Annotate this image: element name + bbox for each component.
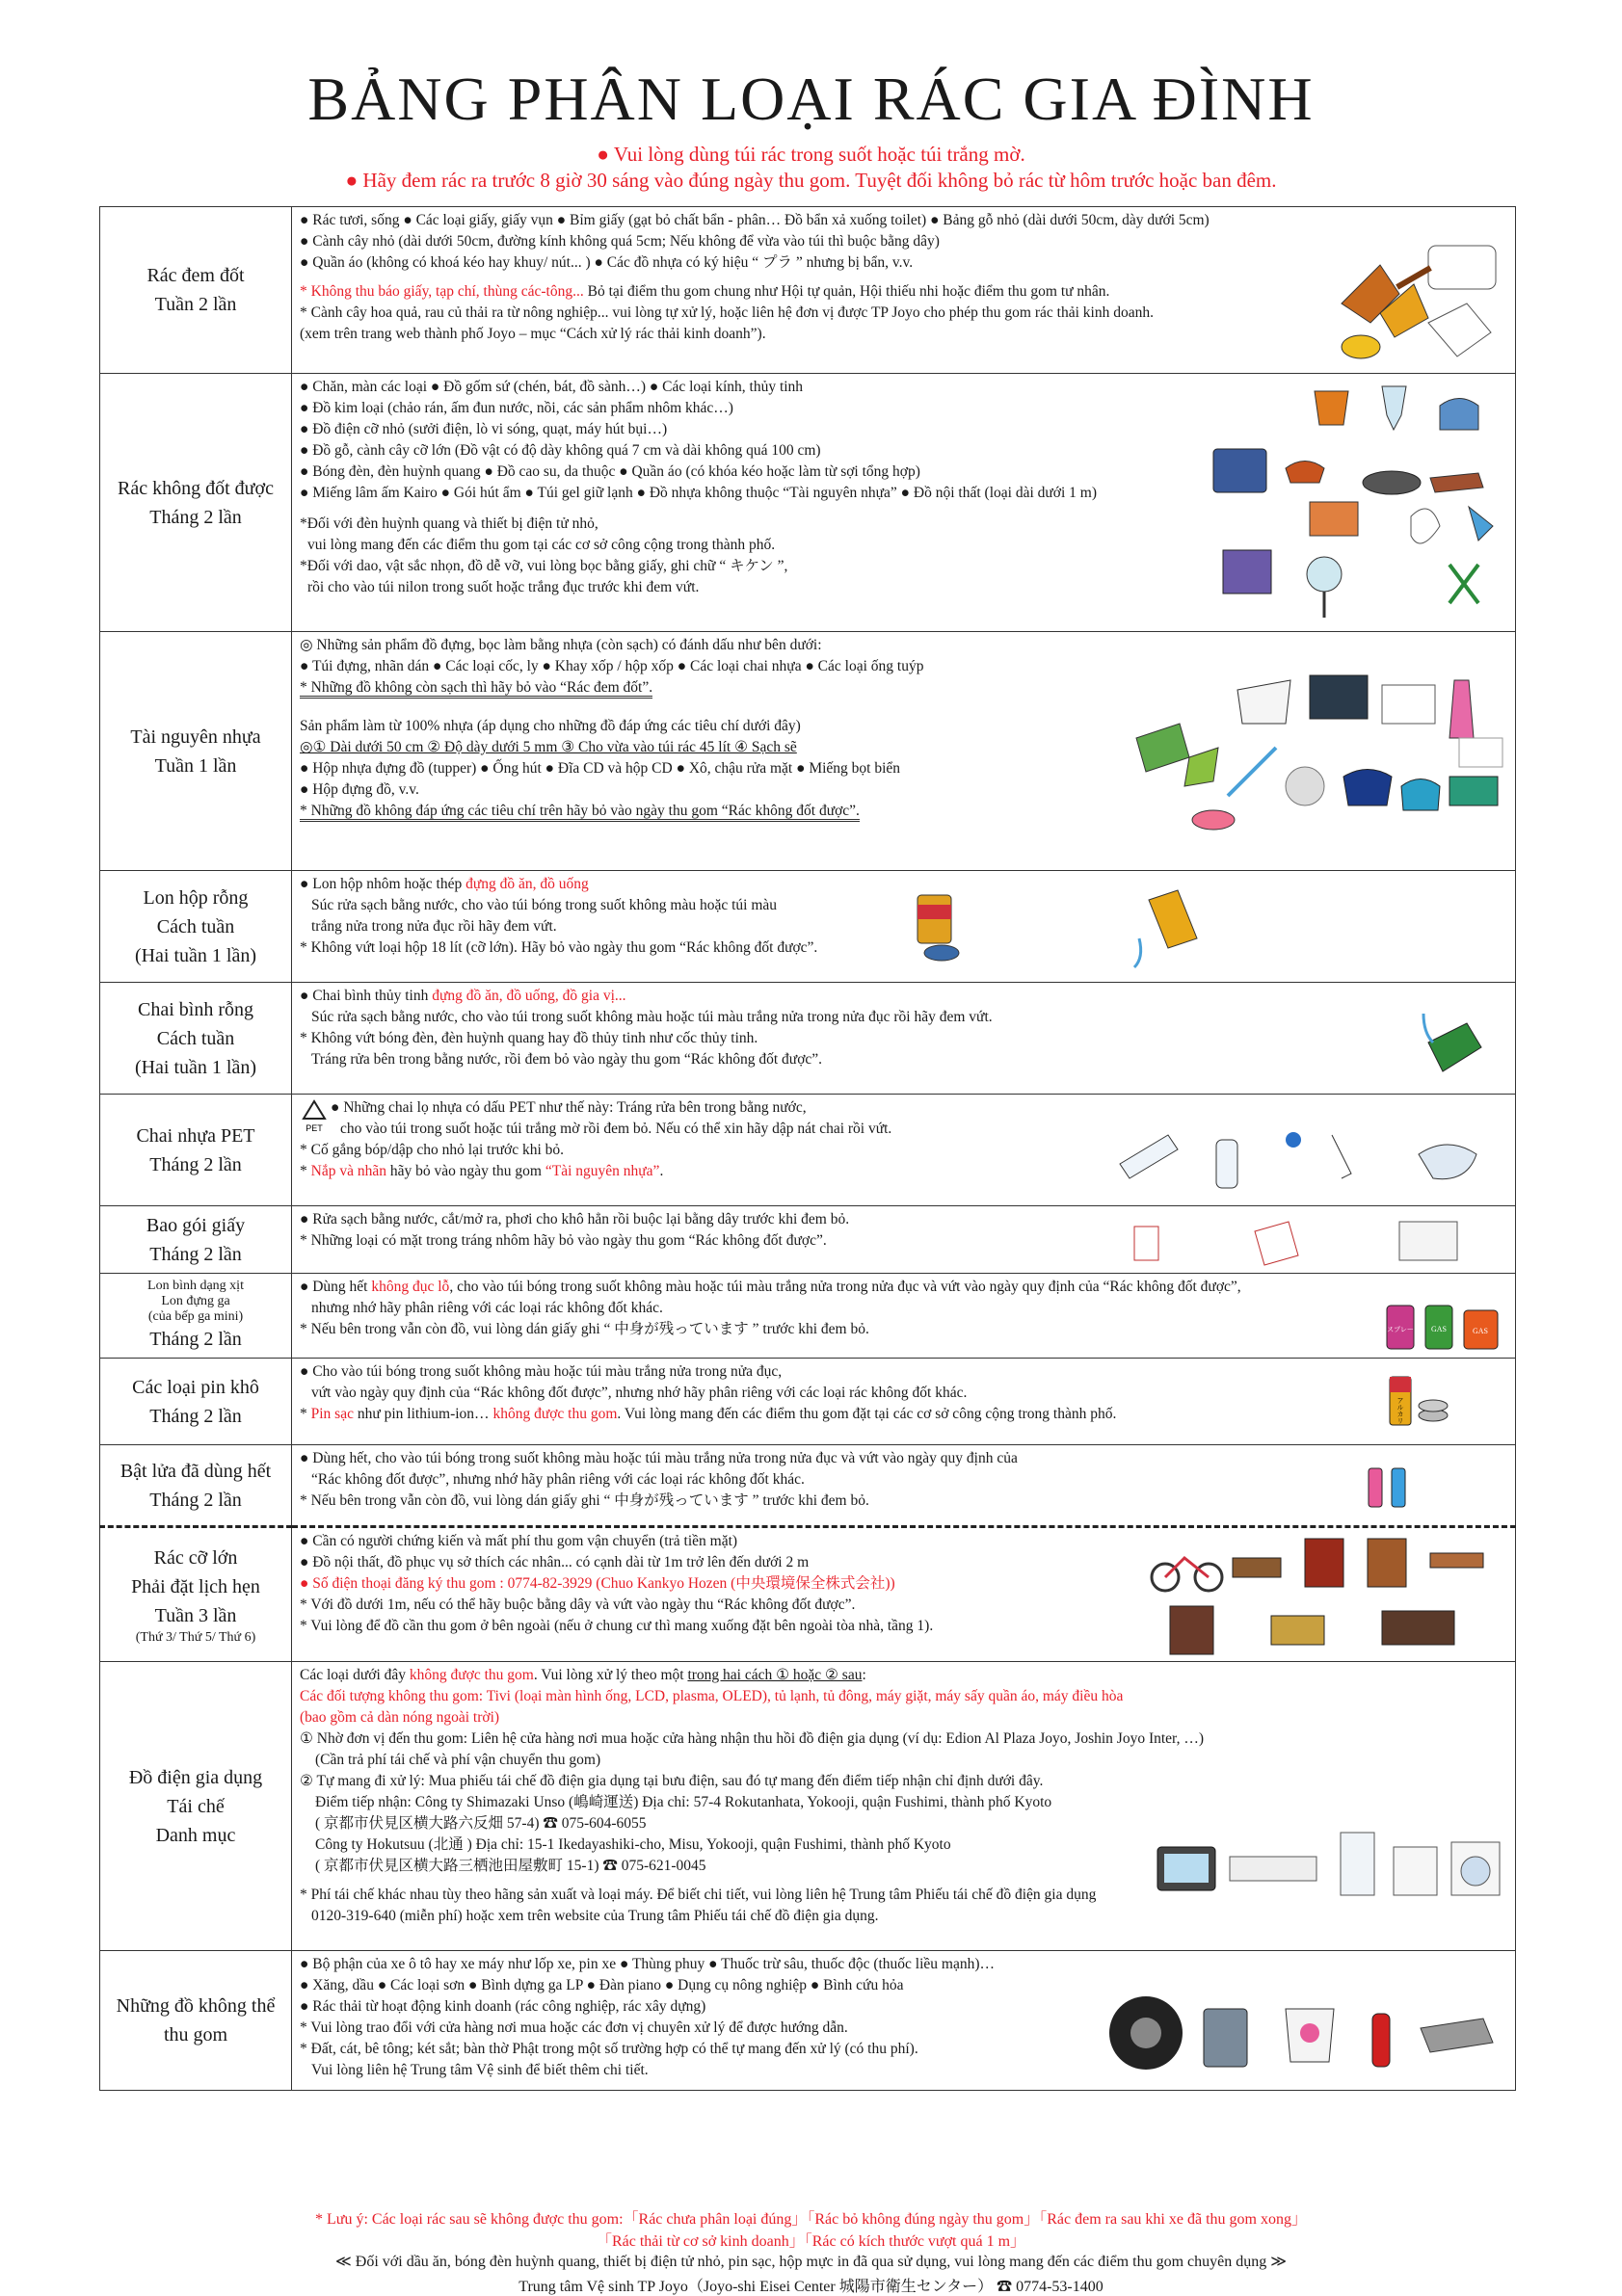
row-large (100, 1527, 1516, 1662)
subtitle-bag-rule: ● Vui lòng dùng túi rác trong suốt hoặc túi trắng mờ. (597, 143, 1025, 166)
row-uncollectable (100, 1951, 1516, 2091)
category-cell: Lon bình dạng xịt Lon đựng ga (của bếp ga mini) Tháng 2 lần (100, 1274, 292, 1359)
content-cell: Các loại dưới đây không được thu gom. Vui lòng xử lý theo một trong hai cách ① hoặc ② sau: Các đối tượng không thu gom: Tivi (loại màn hình ống, LCD, plasma, OLED), tủ lạnh, tủ đông, máy giặt, máy sấy quần áo, máy điều hòa (bao gồm cả dàn nóng ngoài trời) ① Nhờ đơn vị đến thu gom: Liên hệ cửa hàng nơi mua hoặc cửa hàng nhận thu hồi đồ điện gia dụng (ví dụ: Edion Al Plaza Joyo, Joshin Joyo Inter, …) (Cần trả phí tái chế và phí vận chuyển thu gom) ② Tự mang đi xử lý: Mua phiếu tái chế đồ điện gia dụng tại bưu điện, sau đó tự mang đến điểm tiếp nhận chỉ định dưới đây. Điểm tiếp nhận: Công ty Shimazaki Unso (嶋崎運送) Địa chỉ: 57-4 Rokutanhata, Yokooji, quận Fushimi, thành phố Kyoto ( 京都市伏見区横大路六反畑 57-4) ☎ 075-604-6055 Công ty Hokutsuu (北通 ) Địa chỉ: 15-1 Ikedayashiki-cho, Misu, Yokooji, quận Fushimi, thành phố Kyoto ( 京都市伏見区横大路三栖池田屋敷町 15-1) ☎ 075-621-0045 * Phí tái chế khác nhau tùy theo hãng sản xuất và loại máy. Để biết chi tiết, vui lòng liên hệ Trung tâm Phiếu tái chế đồ điện gia dụng 0120-319-640 (miễn phí) hoặc xem trên website của Trung tâm Phiếu tái chế đồ điện gia dụng. (292, 1662, 1516, 1951)
row-burnable (100, 207, 1516, 374)
content-cell: ● Rác tươi, sống ● Các loại giấy, giấy vụn ● Bỉm giấy (gạt bỏ chất bẩn - phân… Đồ bẩn xả xuống toilet) ● Bảng gỗ nhỏ (dài dưới 50cm, dày dưới 5cm) ● Cành cây nhỏ (dài dưới 50cm, đường kính không quá 5cm; Nếu không để vừa vào túi thì buộc bằng dây) ● Quần áo (không có khoá kéo hay khuy/ nút... ) ● Các đồ nhựa có ký hiệu “ プラ ” nhưng bị bẩn, v.v. * Không thu báo giấy, tạp chí, thùng các-tông... Bỏ tại điểm thu gom chung như Hội tự quản, Hội thiếu nhi hoặc điểm thu gom tư nhân. * Cành cây hoa quả, rau củ thải ra từ nông nghiệp... vui lòng tự xử lý, hoặc liên hệ đơn vị được TP Joyo cho phép thu gom rác thải kinh doanh. (xem trên trang web thành phố Joyo – mục “Cách xử lý rác thải kinh doanh”). (292, 207, 1516, 374)
category-cell: Bao gói giấy Tháng 2 lần (100, 1206, 292, 1274)
content-cell: ● Cho vào túi bóng trong suốt không màu hoặc túi màu trắng nửa trong nửa đục, vứt vào ngày quy định của “Rác không đốt được”, nhưng nhớ hãy phân riêng với các loại rác không đốt khác. * Pin sạc như pin lithium-ion… không được thu gom. Vui lòng mang đến các điểm thu gom đặt tại các cơ sở công cộng trong thành phố. アルカリ (292, 1359, 1516, 1445)
footer-warning-1: * Lưu ý: Các loại rác sau sẽ không được thu gom:「Rác chưa phân loại đúng」「Rác bỏ không đúng ngày thu gom」「Rác đem ra sau khi xe đã thu gom xong」 (315, 2211, 1307, 2228)
footer-contact: Trung tâm Vệ sinh TP Joyo（Joyo-shi Eisei Center 城陽市衛生センター） ☎ 0774-53-1400 (519, 2279, 1103, 2295)
content-cell: ● Dùng hết, cho vào túi bóng trong suốt không màu hoặc túi màu trắng nửa trong nửa đục và vứt vào ngày quy định của “Rác không đốt được”, nhưng nhớ hãy phân riêng với các loại rác không đốt khác. * Nếu bên trong vẫn còn đồ, vui lòng dán giấy ghi “ 中身が残っています ” trước khi đem bỏ. (292, 1445, 1516, 1527)
category-cell: Những đồ không thể thu gom (100, 1951, 292, 2091)
content-cell: ● Bộ phận của xe ô tô hay xe máy như lốp xe, pin xe ● Thùng phuy ● Thuốc trừ sâu, thuốc độc (thuốc liều mạnh)… ● Xăng, dầu ● Các loại sơn ● Bình dựng ga LP ● Đàn piano ● Dụng cụ nông nghiệp ● Bình cứu hỏa ● Rác thải từ hoạt động kinh doanh (rác công nghiệp, rác xây dựng) * Vui lòng trao đổi với cửa hàng nơi mua hoặc các đơn vị chuyên xử lý để được hướng dẫn. * Đất, cát, bê tông; két sắt; bàn thờ Phật trong một số trường hợp có thể tự mang đến xử lý (có thu phí). Vui lòng liên hệ Trung tâm Vệ sinh để biết thêm chi tiết. (292, 1951, 1516, 2091)
category-cell: Rác đem đốt Tuần 2 lần (100, 207, 292, 374)
subtitle-time-rule: ● Hãy đem rác ra trước 8 giờ 30 sáng vào đúng ngày thu gom. Tuyệt đối không bỏ rác từ hôm trước hoặc ban đêm. (345, 169, 1277, 192)
svg-text:PET: PET (306, 1123, 323, 1133)
pet-recycle-icon (302, 1099, 327, 1134)
row-bottles (100, 983, 1516, 1095)
content-cell: ● Lon hộp nhôm hoặc thép đựng đồ ăn, đồ uống Súc rửa sạch bằng nước, cho vào túi bóng trong suốt không màu hoặc túi màu trắng nửa trong nửa đục rồi hãy đem vứt. * Không vứt loại hộp 18 lít (cỡ lớn). Hãy bỏ vào ngày thu gom “Rác không đốt được”. (292, 871, 1516, 983)
content-cell: ● Chăn, màn các loại ● Đồ gốm sứ (chén, bát, đồ sành…) ● Các loại kính, thủy tinh ● Đồ kim loại (chảo rán, ấm đun nước, nồi, các sản phẩm nhôm khác…) ● Đồ điện cỡ nhỏ (sưởi điện, lò vi sóng, quạt, máy hút bụi…) ● Đồ gỗ, cành cây cỡ lớn (Đồ vật có độ dày không quá 7 cm và dài không quá 100 cm) ● Bóng đèn, đèn huỳnh quang ● Đồ cao su, da thuộc ● Quần áo (có khóa kéo hoặc làm từ sợi tổng hợp) ● Miếng lâm ấm Kairo ● Gói hút ẩm ● Túi gel giữ lạnh ● Đồ nhựa không thuộc “Tài nguyên nhựa” ● Đồ nội thất (loại dài dưới 1 m) *Đối với đèn huỳnh quang và thiết bị điện tử nhỏ, vui lòng mang đến các điểm thu gom tại các cơ sở công cộng trong thành phố. *Đối với dao, vật sắc nhọn, đồ dễ vỡ, vui lòng bọc bằng giấy, ghi chữ “ キケン ”, rồi cho vào túi nilon trong suốt hoặc trắng đục trước khi đem vứt. (292, 374, 1516, 632)
svg-text:GAS: GAS (1430, 1325, 1448, 1333)
row-cans (100, 871, 1516, 983)
content-cell: ◎ Những sản phẩm đồ đựng, bọc làm bằng nhựa (còn sạch) có đánh dấu như bên dưới: ● Túi đựng, nhãn dán ● Các loại cốc, ly ● Khay xốp / hộp xốp ● Các loại chai nhựa ● Các loại ống tuýp * Những đồ không còn sạch thì hãy bỏ vào “Rác đem đốt”. Sản phẩm làm từ 100% nhựa (áp dụng cho những đồ đáp ứng các tiêu chí dưới đây) ◎① Dài dưới 50 cm ② Độ dày dưới 5 mm ③ Cho vừa vào túi rác 45 lít ④ Sạch sẽ ● Hộp nhựa đựng đồ (tupper) ● Ống hút ● Đĩa CD và hộp CD ● Xô, chậu rửa mặt ● Miếng bọt biển ● Hộp đựng đồ, v.v. * Những đồ không đáp ứng các tiêu chí trên hãy bỏ vào ngày thu gom “Rác không đốt được”. (292, 632, 1516, 871)
content-cell: PET ● Những chai lọ nhựa có dấu PET như thế này: Tráng rửa bên trong bằng nước, cho vào túi trong suốt hoặc túi trắng mờ rồi đem bỏ. Nếu có thể xin hãy dập nát chai rồi vứt. * Cố gắng bóp/dập cho nhỏ lại trước khi bỏ. * Nắp và nhãn hãy bỏ vào ngày thu gom “Tài nguyên nhựa”. (292, 1095, 1516, 1206)
row-lighter (100, 1445, 1516, 1527)
svg-text:GAS: GAS (1472, 1327, 1489, 1335)
content-cell: ● Rửa sạch bằng nước, cắt/mở ra, phơi cho khô hẳn rồi buộc lại bằng dây trước khi đem bỏ. * Những loại có mặt trong tráng nhôm hãy bỏ vào ngày thu gom “Rác không đốt được”. (292, 1206, 1516, 1274)
row-appliance (100, 1662, 1516, 1951)
category-cell: Chai bình rỗng Cách tuần (Hai tuần 1 lần) (100, 983, 292, 1095)
category-cell: Lon hộp rỗng Cách tuần (Hai tuần 1 lần) (100, 871, 292, 983)
row-spray (100, 1274, 1516, 1359)
category-cell: Các loại pin khô Tháng 2 lần (100, 1359, 292, 1445)
svg-text:スプレー: スプレー (1387, 1326, 1414, 1333)
page-title: BẢNG PHÂN LOẠI RÁC GIA ĐÌNH (307, 65, 1315, 133)
svg-text:アルカリ: アルカリ (1396, 1397, 1404, 1424)
category-cell: Bật lửa đã dùng hết Tháng 2 lần (100, 1445, 292, 1527)
row-plastic (100, 632, 1516, 871)
row-nonburnable (100, 374, 1516, 632)
footer-special-collection: ≪ Đối với dầu ăn, bóng đèn huỳnh quang, thiết bị điện tử nhỏ, pin sạc, hộp mực in đã qua sử dụng, vui lòng mang đến các điểm thu gom chuyên dụng ≫ (335, 2254, 1287, 2270)
content-cell: ● Chai bình thủy tinh đựng đồ ăn, đồ uống, đồ gia vị... Súc rửa sạch bằng nước, cho vào túi trong suốt không màu hoặc túi màu trắng nửa trong nửa đục rồi hãy đem vứt. * Không vứt bóng đèn, đèn huỳnh quang hay đồ thủy tinh như cốc thủy tinh. Tráng rửa bên trong bằng nước, rồi đem bỏ vào ngày thu gom “Rác không đốt được”. (292, 983, 1516, 1095)
category-cell: Chai nhựa PET Tháng 2 lần (100, 1095, 292, 1206)
row-paperpack (100, 1206, 1516, 1274)
content-cell: ● Dùng hết không đục lỗ, cho vào túi bóng trong suốt không màu hoặc túi màu trắng nửa trong nửa đục và vứt vào ngày quy định của “Rác không đốt được”, nhưng nhớ hãy phân riêng với các loại rác không đốt khác. * Nếu bên trong vẫn còn đồ, vui lòng dán giấy ghi “ 中身が残っています ” trước khi đem bỏ. スプレー GAS GAS (292, 1274, 1516, 1359)
footer-warning-2: 「Rác thải từ cơ sở kinh doanh」「Rác có kích thước vượt quá 1 m」 (596, 2233, 1026, 2250)
category-cell: Tài nguyên nhựa Tuần 1 lần (100, 632, 292, 871)
row-pet (100, 1095, 1516, 1206)
category-cell: Rác không đốt được Tháng 2 lần (100, 374, 292, 632)
category-cell: Rác cỡ lớn Phải đặt lịch hẹn Tuần 3 lần (Thứ 3/ Thứ 5/ Thứ 6) (100, 1527, 292, 1662)
category-cell: Đồ điện gia dụng Tái chế Danh mục (100, 1662, 292, 1951)
content-cell: ● Cần có người chứng kiến và mất phí thu gom vận chuyển (trả tiền mặt) ● Đồ nội thất, đồ phục vụ sở thích các nhân... có cạnh dài từ 1m trở lên đến dưới 2 m ● Số điện thoại đăng ký thu gom : 0774-82-3929 (Chuo Kankyo Hozen (中央環境保全株式会社)) * Với đồ dưới 1m, nếu có thể hãy buộc bằng dây và vứt vào ngày thu “Rác không đốt được”. * Vui lòng để đồ cần thu gom ở bên ngoài (nếu ở chung cư thì mang xuống đặt bên ngoài tòa nhà, tầng 1). (292, 1527, 1516, 1662)
row-battery (100, 1359, 1516, 1445)
sorting-table (99, 206, 1516, 2091)
